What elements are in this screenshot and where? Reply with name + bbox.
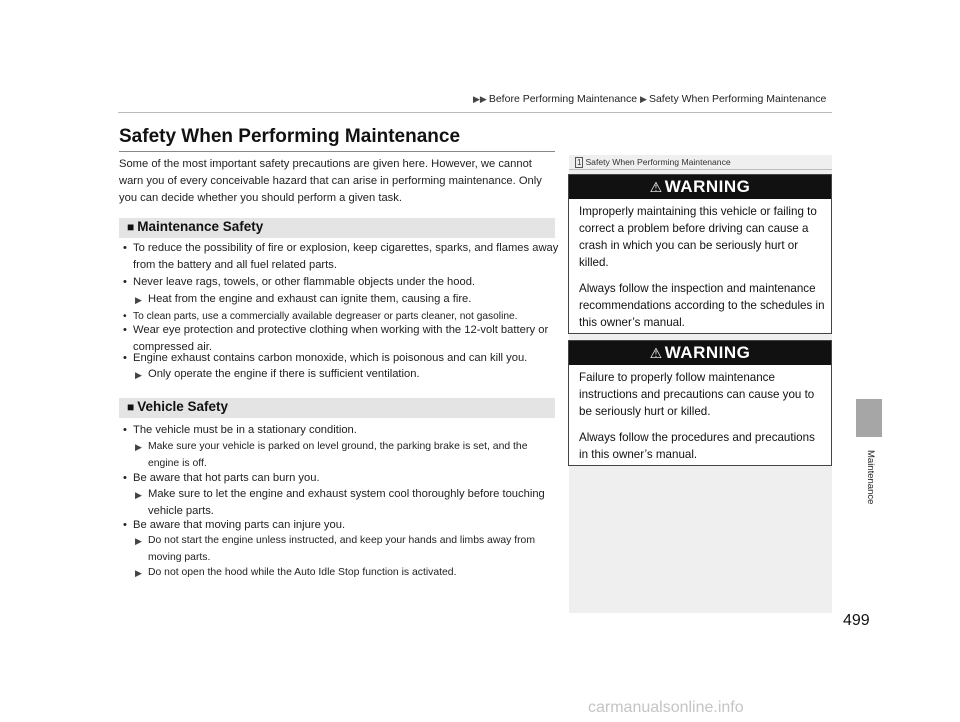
- warning-text: Failure to properly follow maintenance instructions and precautions can cause you to be seriously hurt or killed.: [579, 371, 815, 418]
- list-subitem: ▶ Do not start the engine unless instructed, and keep your hands and limbs away from moving parts.: [135, 535, 535, 563]
- chapter-label: Maintenance: [865, 450, 876, 505]
- warning-header: ⚠ WARNING: [569, 341, 831, 365]
- breadcrumb-arrow-icon: ▶▶: [473, 94, 487, 104]
- page-number: 499: [843, 612, 870, 629]
- triangle-right-icon: ▶: [135, 490, 142, 500]
- list-subitem: ▶ Only operate the engine if there is sufficient ventilation.: [119, 366, 559, 383]
- bullet-icon: •: [123, 519, 127, 531]
- sidebar-divider: [569, 169, 832, 170]
- title-divider: [119, 151, 555, 152]
- sidebar-heading: 1 Safety When Performing Maintenance: [577, 157, 731, 167]
- bullet-icon: •: [123, 472, 127, 484]
- warning-header: ⚠ WARNING: [569, 175, 831, 199]
- bullet-icon: •: [123, 276, 127, 288]
- list-item: • Never leave rags, towels, or other flammable objects under the hood.: [119, 274, 559, 291]
- intro-paragraph: Some of the most important safety precautions are given here. However, we cannot warn you of every conceivable hazard that can arise in performing maintenance. Only you can decide whether you should perform a given task.: [119, 158, 542, 204]
- triangle-right-icon: ▶: [135, 442, 142, 452]
- list-item: • To clean parts, use a commercially available degreaser or parts cleaner, not gasoline.: [119, 308, 559, 325]
- list-subitem: ▶ Do not open the hood while the Auto Idle Stop function is activated.: [119, 564, 559, 581]
- list-item: • Engine exhaust contains carbon monoxide, which is poisonous and can kill you.: [119, 350, 559, 367]
- list-subitem: ▶ Heat from the engine and exhaust can ignite them, causing a fire.: [119, 291, 559, 308]
- section-heading-vehicle-safety: ■ Vehicle Safety: [127, 399, 229, 414]
- watermark: carmanualsonline.info: [588, 699, 744, 716]
- list-subitem: ▶ Make sure your vehicle is parked on level ground, the parking brake is set, and the engine is off.: [135, 441, 528, 469]
- breadcrumb-arrow-icon: ▶: [640, 94, 647, 104]
- warning-box-2: [568, 340, 832, 466]
- warning-text: Always follow the procedures and precautions in this owner’s manual.: [579, 431, 815, 461]
- list-subitem: ▶ Make sure to let the engine and exhaust system cool thoroughly before touching vehicle parts.: [135, 488, 545, 517]
- bullet-icon: •: [123, 242, 127, 254]
- page-title: Safety When Performing Maintenance: [119, 126, 461, 147]
- list-item: • Be aware that moving parts can injure you.: [119, 517, 559, 534]
- list-item: • Be aware that hot parts can burn you.: [119, 470, 559, 487]
- warning-text: Improperly maintaining this vehicle or failing to correct a problem before driving can cause a crash in which you can be seriously hurt or killed.: [579, 205, 817, 269]
- square-bullet-icon: ■: [127, 400, 135, 414]
- triangle-right-icon: ▶: [135, 370, 142, 380]
- warning-triangle-icon: ⚠: [649, 179, 663, 195]
- list-item: • Wear eye protection and protective clothing when working with the 12-volt battery or compressed air.: [123, 324, 549, 353]
- header-divider: [118, 112, 832, 113]
- bullet-icon: •: [123, 324, 127, 336]
- triangle-right-icon: ▶: [135, 568, 142, 578]
- bullet-icon: •: [123, 424, 127, 436]
- warning-triangle-icon: ⚠: [649, 345, 663, 361]
- bullet-icon: •: [123, 352, 127, 364]
- warning-box-1: [568, 174, 832, 334]
- triangle-right-icon: ▶: [135, 536, 142, 546]
- triangle-right-icon: ▶: [135, 295, 142, 305]
- list-item: • The vehicle must be in a stationary condition.: [119, 422, 559, 439]
- breadcrumb-part1[interactable]: Before Performing Maintenance: [488, 93, 638, 105]
- warning-text: Always follow the inspection and maintenance recommendations according to the schedules in this owner’s manual.: [579, 282, 825, 329]
- bullet-icon: •: [123, 311, 127, 322]
- list-item: • To reduce the possibility of fire or explosion, keep cigarettes, sparks, and flames away from the battery and all fuel related parts.: [123, 242, 559, 271]
- section-heading-maintenance-safety: ■ Maintenance Safety: [127, 219, 264, 234]
- square-bullet-icon: ■: [127, 220, 135, 234]
- breadcrumb: [473, 93, 826, 105]
- reference-1-icon: 1: [577, 158, 582, 167]
- chapter-tab[interactable]: [856, 399, 882, 437]
- breadcrumb-part2[interactable]: Safety When Performing Maintenance: [648, 93, 827, 105]
